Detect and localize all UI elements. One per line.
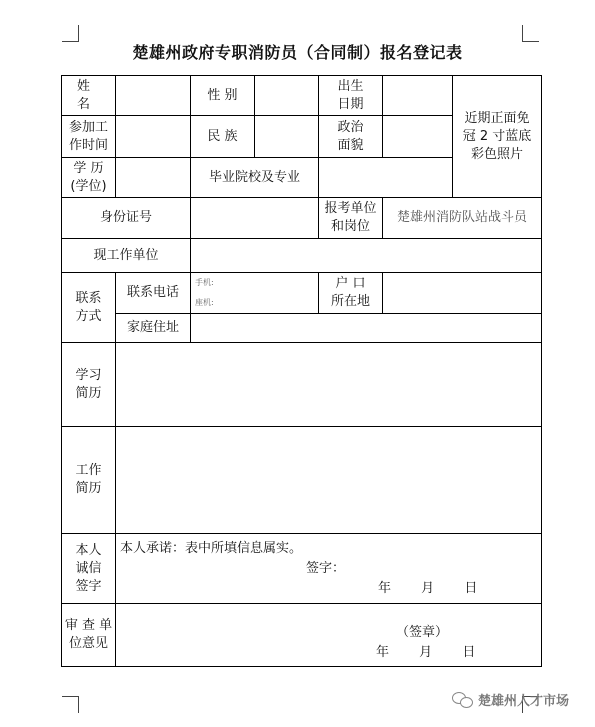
input-hukou[interactable] [383,273,542,314]
label-pledge [62,534,116,604]
label-school-major: 毕业院校及专业 [191,158,319,198]
label-review-opinion [62,604,116,667]
label-apply-line2: 和岗位 [330,219,370,234]
photo-note-line2: 冠 2 寸蓝底 [462,128,532,144]
label-hukou [319,273,383,314]
label-work-start [62,116,116,158]
label-home-address: 家庭住址 [116,314,191,343]
watermark-text: 楚雄州人才市场 [478,694,570,709]
label-birth-date [319,76,383,116]
form-row [62,604,542,667]
input-phone[interactable] [191,273,319,314]
label-politics-line1: 政治 [337,119,364,135]
label-contact-line2: 方式 [75,308,102,324]
label-current-work: 现工作单位 [62,239,191,273]
input-home-address[interactable] [191,314,542,343]
label-apply-position [319,198,383,239]
form-row [62,239,542,273]
label-contact [62,273,116,343]
label-pledge-line1: 本人 [75,542,102,558]
label-ethnicity: 民 族 [191,116,255,158]
label-birth-line1: 出生 [337,78,364,94]
photo-placeholder[interactable] [453,76,542,198]
form-row [62,427,542,534]
label-work-line2: 简历 [75,481,102,496]
label-gender: 性 别 [191,76,255,116]
year-label: 年 [376,645,390,660]
month-label: 月 [421,581,435,596]
label-pledge-line3: 签字 [75,578,102,594]
label-study-history [62,343,116,427]
apply-position-value[interactable]: 楚雄州消防队站战斗员 [383,198,542,239]
input-current-work[interactable] [191,239,542,273]
input-gender[interactable] [255,76,319,116]
label-apply-line1: 报考单位 [324,201,377,216]
label-contact-line1: 联系 [75,290,102,306]
input-birth-date[interactable] [383,76,453,116]
signature-label: 签字： [306,561,346,576]
label-education [62,158,116,198]
label-work-start-line1: 参加工 [68,119,108,135]
label-name: 姓 名 [62,76,116,116]
form-row [62,76,542,116]
label-mobile: 手机: [195,278,214,287]
label-education-line2: (学位) [70,178,107,194]
form-row [62,273,542,314]
label-review-line1: 审 查 单 [64,618,113,633]
label-work-line1: 工作 [75,463,102,478]
label-landline: 座机: [195,298,214,307]
label-pledge-line2: 诚信 [75,560,102,576]
pledge-text: 本人承诺：表中所填信息属实。 [120,541,303,556]
form-row [62,343,542,427]
label-id-number: 身份证号 [62,198,191,239]
form-row [62,314,542,343]
seal-label: （签章） [396,625,449,640]
corner-mark-bottom-left [62,696,79,713]
label-hukou-line2: 所在地 [330,294,370,309]
label-phone: 联系电话 [116,273,191,314]
review-date [376,644,475,662]
form-row [62,198,542,239]
input-work-history[interactable] [116,427,542,534]
wechat-icon [452,692,474,708]
review-section[interactable] [116,604,542,667]
label-education-line1: 学 历 [73,160,104,176]
watermark [452,690,569,709]
input-school-major[interactable] [319,158,453,198]
input-study-history[interactable] [116,343,542,427]
day-label: 日 [464,581,478,596]
label-politics-line2: 面貌 [337,137,364,153]
input-education[interactable] [116,158,191,198]
input-ethnicity[interactable] [255,116,319,158]
label-study-line2: 简历 [75,385,102,401]
photo-note-line1: 近期正面免 [464,110,530,126]
input-name[interactable] [116,76,191,116]
day-label: 日 [462,645,476,660]
year-label: 年 [378,581,392,596]
label-work-start-line2: 作时间 [68,137,108,153]
label-hukou-line1: 户 口 [335,276,366,291]
input-id-number[interactable] [191,198,319,239]
registration-form-table [61,75,542,667]
month-label: 月 [419,645,433,660]
label-birth-line2: 日期 [337,96,364,112]
form-title: 楚雄州政府专职消防员（合同制）报名登记表 [132,43,463,62]
form-row [62,534,542,604]
pledge-section[interactable] [116,534,542,604]
input-work-start[interactable] [116,116,191,158]
label-politics [319,116,383,158]
label-review-line2: 位意见 [68,636,108,651]
photo-note-line3: 彩色照片 [470,146,523,162]
label-study-line1: 学习 [75,367,102,383]
input-politics[interactable] [383,116,453,158]
pledge-date [378,580,477,598]
label-work-history [62,427,116,534]
